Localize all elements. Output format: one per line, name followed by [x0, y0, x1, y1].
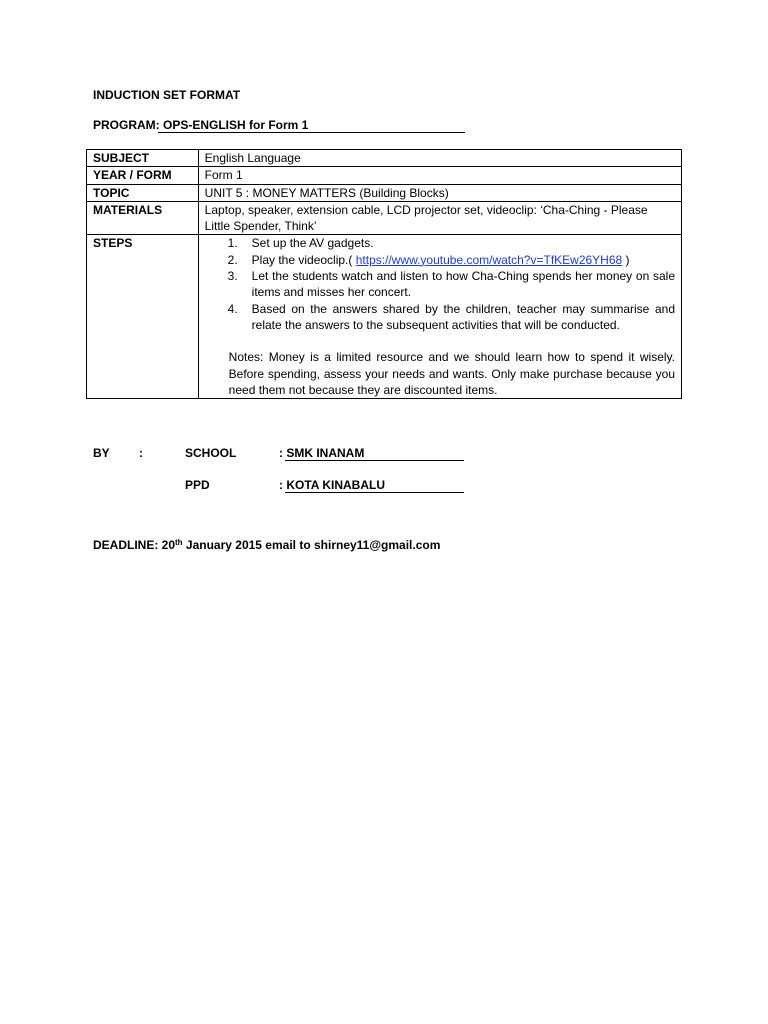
by-colon: : — [139, 446, 143, 460]
step-text-end: ) — [622, 252, 630, 267]
school-value: : SMK INANAM — [279, 446, 365, 460]
steps-label: STEPS — [87, 235, 199, 399]
table-row — [87, 167, 682, 184]
list-item — [205, 268, 675, 301]
by-label: BY — [93, 446, 110, 460]
table-row — [87, 150, 682, 167]
ppd-fill-line — [279, 477, 464, 493]
year-value: Form 1 — [198, 167, 681, 184]
document-title: INDUCTION SET FORMAT — [93, 88, 241, 102]
program-label: PROGRAM: — [93, 118, 160, 132]
ppd-label: PPD — [185, 478, 210, 492]
school-fill-line — [279, 445, 464, 461]
topic-value: UNIT 5 : MONEY MATTERS (Building Blocks) — [198, 184, 681, 201]
step-text: Play the videoclip.( — [251, 252, 356, 267]
subject-label: SUBJECT — [87, 150, 199, 167]
materials-value: Laptop, speaker, extension cable, LCD projector set, videoclip: ‘Cha-Ching - Please Little Spender, Think’ — [198, 201, 681, 235]
ppd-value-field — [279, 477, 464, 493]
school-underline — [285, 460, 464, 461]
step-text: Let the students watch and listen to how Cha-Ching spends her money on sale items and misses her concert. — [251, 269, 675, 300]
deadline-label: DEADLINE: 20 — [93, 538, 176, 552]
step-text: Set up the AV gadgets. — [251, 236, 374, 251]
induction-table — [86, 149, 682, 399]
school-label: SCHOOL — [185, 446, 237, 460]
school-value-field — [279, 445, 464, 461]
deadline-line — [93, 537, 440, 553]
year-label: YEAR / FORM — [87, 167, 199, 184]
step-number: 3. — [227, 269, 238, 284]
step-number: 2. — [227, 252, 238, 267]
steps-notes: Notes: Money is a limited resource and we should learn how to spend it wisely. Before spending, assess your needs and wants. Only make purchase because you need them not because they are discounted items. — [228, 350, 675, 397]
list-item — [205, 301, 675, 334]
step-number: 4. — [227, 301, 238, 316]
steps-cell — [198, 235, 681, 399]
program-underline — [158, 132, 465, 133]
table-row — [87, 235, 682, 399]
deadline-rest: January 2015 email to shirney11@gmail.com — [182, 538, 441, 552]
topic-label: TOPIC — [87, 184, 199, 201]
table-row — [87, 201, 682, 235]
steps-list — [205, 235, 675, 333]
program-line — [93, 117, 465, 133]
list-item — [205, 235, 675, 251]
ppd-value: : KOTA KINABALU — [279, 478, 385, 492]
program-value: OPS-ENGLISH for Form 1 — [159, 118, 309, 132]
ppd-underline — [285, 492, 464, 493]
step-number: 1. — [227, 236, 238, 251]
deadline-superscript: th — [175, 538, 183, 547]
table-row — [87, 184, 682, 201]
step-text: Based on the answers shared by the children, teacher may summarise and relate the answers to the subsequent activities that will be conducted. — [251, 301, 675, 332]
list-item — [205, 252, 675, 268]
videoclip-link[interactable]: https://www.youtube.com/watch?v=TfKEw26YH68 — [355, 252, 623, 267]
subject-value: English Language — [198, 150, 681, 167]
materials-label: MATERIALS — [87, 201, 199, 235]
